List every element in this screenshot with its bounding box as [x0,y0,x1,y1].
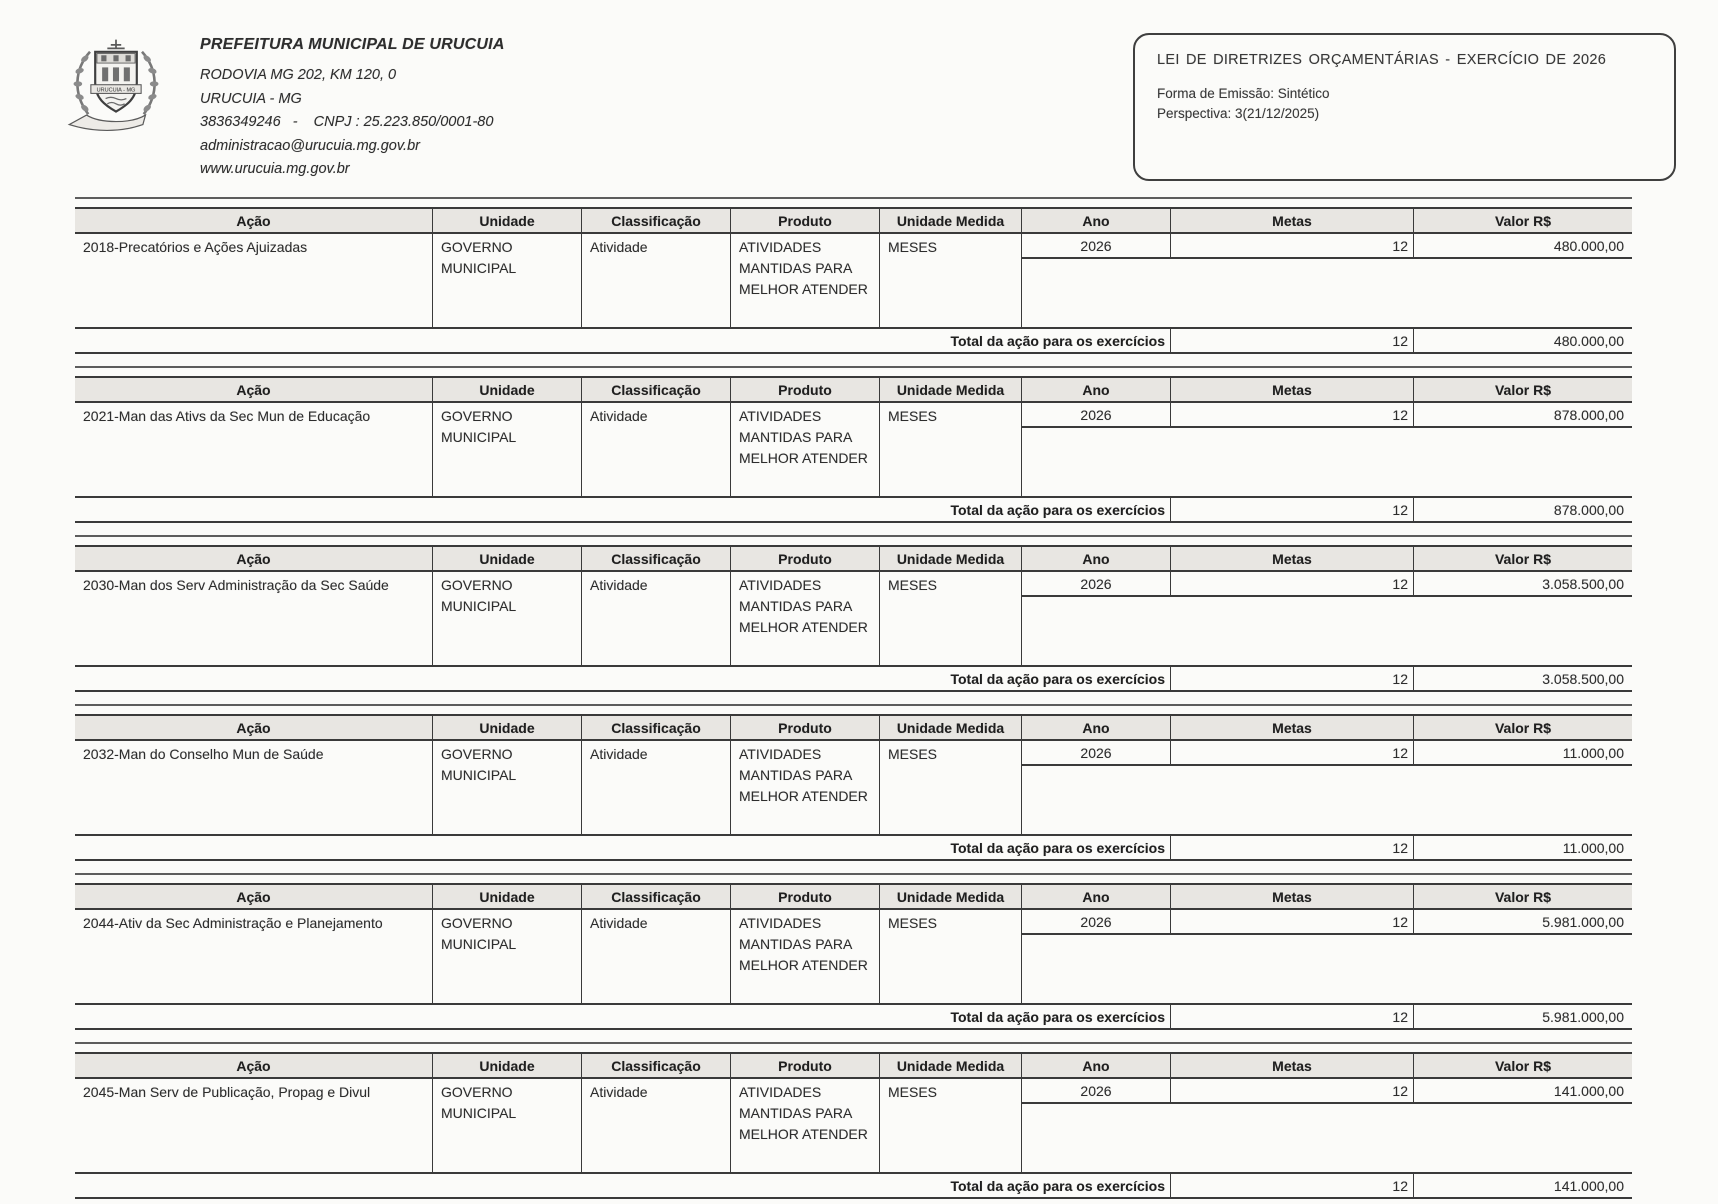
year-values-row [1022,234,1632,259]
col-header-acao: Ação [75,1054,433,1077]
table-header-row [75,714,1632,741]
total-valor-cell: 3.058.500,00 [1542,670,1624,687]
action-total-row [75,1172,1632,1199]
col-header-valor: Valor R$ [1494,888,1552,905]
col-header-unidade-medida: Unidade Medida [880,1054,1022,1077]
acao-cell: 2044-Ativ da Sec Administração e Planejamento [75,910,433,1003]
col-header-classificacao: Classificação [582,716,731,739]
municipal-coat-of-arms-icon [64,34,168,132]
col-header-acao: Ação [75,209,433,232]
action-block [75,704,1632,861]
unidade-cell: GOVERNO MUNICIPAL [433,910,582,1003]
action-block [75,197,1632,354]
col-header-classificacao: Classificação [582,378,731,401]
action-total-row [75,665,1632,692]
unidade-medida-cell: MESES [880,403,1022,496]
year-values-area [1022,910,1632,1003]
unidade-cell: GOVERNO MUNICIPAL [433,572,582,665]
produto-cell: ATIVIDADES MANTIDAS PARA MELHOR ATENDER [731,403,880,496]
col-header-valor: Valor R$ [1494,212,1552,229]
org-address-city: URUCUIA - MG [200,90,302,107]
table-header-row [75,207,1632,234]
acao-cell: 2032-Man do Conselho Mun de Saúde [75,741,433,834]
total-label: Total da ação para os exercícios [75,329,1171,352]
action-total-row [75,1003,1632,1030]
col-header-acao: Ação [75,547,433,570]
col-header-metas: Metas [1171,209,1414,232]
total-valor-cell: 11.000,00 [1562,839,1624,856]
col-header-unidade-medida: Unidade Medida [880,209,1022,232]
acao-cell: 2018-Precatórios e Ações Ajuizadas [75,234,433,327]
produto-cell: ATIVIDADES MANTIDAS PARA MELHOR ATENDER [731,1079,880,1172]
year-values-row [1022,741,1632,766]
table-header-row [75,376,1632,403]
col-header-metas: Metas [1171,1054,1414,1077]
col-header-acao: Ação [75,716,433,739]
action-block [75,535,1632,692]
col-header-classificacao: Classificação [582,885,731,908]
acao-cell: 2021-Man das Ativs da Sec Mun de Educação [75,403,433,496]
block-top-rule [75,1042,1632,1044]
unidade-medida-cell: MESES [880,1079,1022,1172]
table-body-row [75,741,1632,834]
year-values-row [1022,1079,1632,1104]
table-body-row [75,1079,1632,1172]
table-body-row [75,572,1632,665]
produto-cell: ATIVIDADES MANTIDAS PARA MELHOR ATENDER [731,910,880,1003]
table-body-row [75,403,1632,496]
acao-cell: 2030-Man dos Serv Administração da Sec Saúde [75,572,433,665]
col-header-ano: Ano [1022,209,1171,232]
col-header-classificacao: Classificação [582,1054,731,1077]
unidade-medida-cell: MESES [880,234,1022,327]
block-top-rule [75,366,1632,368]
org-website: www.urucuia.mg.gov.br [200,161,350,177]
col-header-unidade: Unidade [433,209,582,232]
ano-cell: 2026 [1022,572,1171,595]
unidade-cell: GOVERNO MUNICIPAL [433,1079,582,1172]
ano-cell: 2026 [1022,403,1171,426]
action-total-row [75,327,1632,354]
col-header-ano: Ano [1022,885,1171,908]
produto-cell: ATIVIDADES MANTIDAS PARA MELHOR ATENDER [731,572,880,665]
total-metas-cell: 12 [1171,498,1414,521]
year-values-area [1022,741,1632,834]
col-header-valor: Valor R$ [1494,1057,1552,1074]
col-header-valor: Valor R$ [1494,550,1552,567]
metas-cell: 12 [1171,1079,1414,1102]
col-header-metas: Metas [1171,547,1414,570]
org-email: administracao@urucuia.mg.gov.br [200,137,420,154]
col-header-unidade-medida: Unidade Medida [880,378,1022,401]
col-header-unidade: Unidade [433,1054,582,1077]
total-label: Total da ação para os exercícios [75,836,1171,859]
metas-cell: 12 [1171,403,1414,426]
col-header-metas: Metas [1171,378,1414,401]
valor-cell: 480.000,00 [1553,237,1624,254]
table-body-row [75,910,1632,1003]
table-body-row [75,234,1632,327]
year-values-area [1022,403,1632,496]
classificacao-cell: Atividade [582,403,731,496]
total-metas-cell: 12 [1171,1005,1414,1028]
ano-cell: 2026 [1022,741,1171,764]
col-header-classificacao: Classificação [582,547,731,570]
col-header-produto: Produto [731,209,880,232]
year-values-area [1022,572,1632,665]
total-label: Total da ação para os exercícios [75,1005,1171,1028]
document-header [0,0,1718,190]
unidade-medida-cell: MESES [880,741,1022,834]
total-label: Total da ação para os exercícios [75,667,1171,690]
col-header-valor: Valor R$ [1494,381,1552,398]
total-valor-cell: 141.000,00 [1553,1177,1624,1194]
col-header-unidade-medida: Unidade Medida [880,716,1022,739]
valor-cell: 141.000,00 [1553,1082,1624,1099]
unidade-medida-cell: MESES [880,910,1022,1003]
table-header-row [75,1052,1632,1079]
report-perspective: Perspectiva: 3(21/12/2025) [1157,105,1320,121]
col-header-produto: Produto [731,885,880,908]
unidade-cell: GOVERNO MUNICIPAL [433,234,582,327]
col-header-acao: Ação [75,378,433,401]
col-header-unidade-medida: Unidade Medida [880,547,1022,570]
total-metas-cell: 12 [1171,1174,1414,1197]
report-emission-mode: Forma de Emissão: Sintético [1157,86,1330,101]
col-header-metas: Metas [1171,885,1414,908]
col-header-ano: Ano [1022,547,1171,570]
col-header-unidade-medida: Unidade Medida [880,885,1022,908]
col-header-valor: Valor R$ [1494,719,1552,736]
col-header-produto: Produto [731,378,880,401]
ano-cell: 2026 [1022,234,1171,257]
metas-cell: 12 [1171,572,1414,595]
org-address-road: RODOVIA MG 202, KM 120, 0 [200,67,397,83]
year-values-row [1022,910,1632,935]
budget-action-tables [75,197,1632,1204]
valor-cell: 3.058.500,00 [1542,575,1624,592]
metas-cell: 12 [1171,234,1414,257]
action-block [75,873,1632,1030]
action-block [75,1042,1632,1199]
ano-cell: 2026 [1022,1079,1171,1102]
metas-cell: 12 [1171,741,1414,764]
metas-cell: 12 [1171,910,1414,933]
action-total-row [75,834,1632,861]
block-top-rule [75,873,1632,875]
total-valor-cell: 878.000,00 [1553,501,1624,518]
produto-cell: ATIVIDADES MANTIDAS PARA MELHOR ATENDER [731,234,880,327]
col-header-classificacao: Classificação [582,209,731,232]
acao-cell: 2045-Man Serv de Publicação, Propag e Divul [75,1079,433,1172]
classificacao-cell: Atividade [582,741,731,834]
block-top-rule [75,704,1632,706]
col-header-unidade: Unidade [433,885,582,908]
classificacao-cell: Atividade [582,572,731,665]
col-header-ano: Ano [1022,1054,1171,1077]
classificacao-cell: Atividade [582,1079,731,1172]
total-label: Total da ação para os exercícios [75,1174,1171,1197]
total-metas-cell: 12 [1171,329,1414,352]
table-header-row [75,883,1632,910]
org-phone-cnpj: 3836349246 - CNPJ : 25.223.850/0001-80 [200,114,494,130]
year-values-row [1022,572,1632,597]
total-valor-cell: 480.000,00 [1553,332,1624,349]
col-header-ano: Ano [1022,378,1171,401]
year-values-row [1022,403,1632,428]
col-header-unidade: Unidade [433,378,582,401]
ano-cell: 2026 [1022,910,1171,933]
total-metas-cell: 12 [1171,836,1414,859]
valor-cell: 11.000,00 [1562,744,1624,761]
action-block [75,366,1632,523]
logo-banner-text: URUCUIA - MG [96,87,136,94]
col-header-metas: Metas [1171,716,1414,739]
total-label: Total da ação para os exercícios [75,498,1171,521]
unidade-medida-cell: MESES [880,572,1022,665]
total-valor-cell: 5.981.000,00 [1542,1008,1624,1025]
col-header-acao: Ação [75,885,433,908]
report-info-box [1133,33,1676,181]
block-top-rule [75,535,1632,537]
report-title: LEI DE DIRETRIZES ORÇAMENTÁRIAS - EXERCÍCIO DE 2026 [1157,52,1607,68]
action-total-row [75,496,1632,523]
valor-cell: 5.981.000,00 [1542,913,1624,930]
year-values-area [1022,234,1632,327]
year-values-area [1022,1079,1632,1172]
block-top-rule [75,197,1632,199]
col-header-unidade: Unidade [433,547,582,570]
col-header-produto: Produto [731,716,880,739]
col-header-unidade: Unidade [433,716,582,739]
table-header-row [75,545,1632,572]
classificacao-cell: Atividade [582,234,731,327]
col-header-ano: Ano [1022,716,1171,739]
organization-info [200,36,505,182]
col-header-produto: Produto [731,547,880,570]
organization-name: PREFEITURA MUNICIPAL DE URUCUIA [200,36,505,53]
valor-cell: 878.000,00 [1553,406,1624,423]
unidade-cell: GOVERNO MUNICIPAL [433,403,582,496]
unidade-cell: GOVERNO MUNICIPAL [433,741,582,834]
col-header-produto: Produto [731,1054,880,1077]
classificacao-cell: Atividade [582,910,731,1003]
total-metas-cell: 12 [1171,667,1414,690]
produto-cell: ATIVIDADES MANTIDAS PARA MELHOR ATENDER [731,741,880,834]
